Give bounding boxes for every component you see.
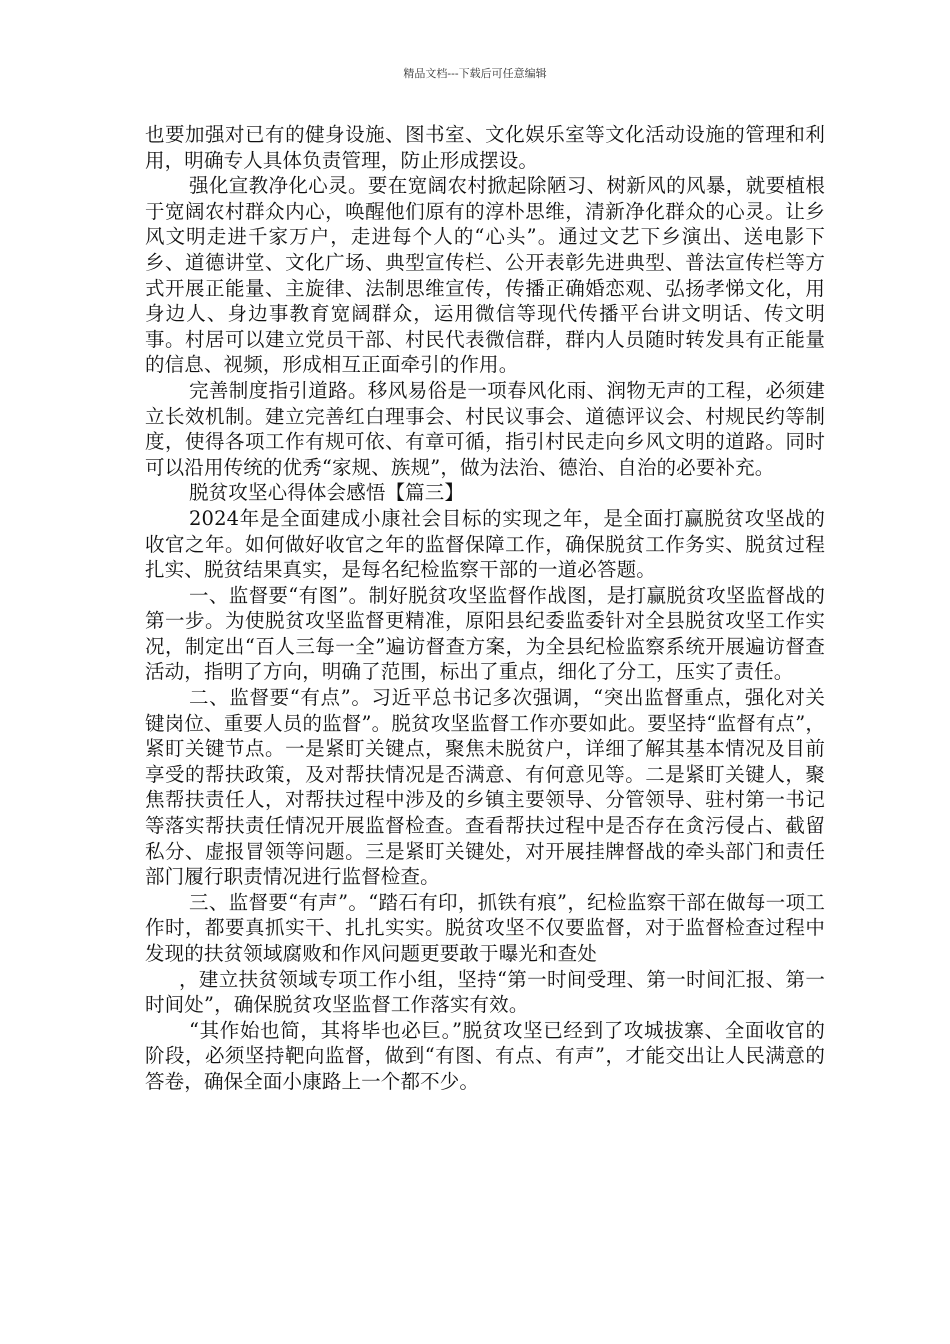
paragraph-point-two: 二、监督要“有点”。习近平总书记多次强调，“突出监督重点，强化对关键岗位、重要人员的监督”。脱贫攻坚监督工作亦要如此。要坚持“监督有点”，紧盯关键节点。一是紧盯关键点，聚焦未脱贫户，详细了解其基本情况及目前享受的帮扶政策，及对帮扶情况是否满意、有何意见等。二是紧盯关键人，聚焦帮扶责任人，对帮扶过程中涉及的乡镇主要领导、分管领导、驻村第一书记等落实帮扶责任情况开展监督检查。查看帮扶过程中是否存在贪污侵占、截留私分、虚报冒领等问题。三是紧盯关键处，对开展挂牌督战的牵头部门和责任部门履行职责情况进行监督检查。 [145, 686, 825, 889]
document-body [145, 122, 825, 1095]
paragraph-task-force: ，建立扶贫领域专项工作小组，坚持“第一时间受理、第一时间汇报、第一时间处”，确保脱贫攻坚监督工作落实有效。 [145, 967, 825, 1017]
paragraph-conclusion: “其作始也简，其将毕也必巨。”脱贫攻坚已经到了攻城拔寨、全面收官的阶段，必须坚持靶向监督，做到“有图、有点、有声”，才能交出让人民满意的答卷，确保全面小康路上一个都不少。 [145, 1018, 825, 1093]
paragraph-intro-2024: 2024年是全面建成小康社会目标的实现之年，是全面打赢脱贫攻坚战的收官之年。如何做好收官之年的监督保障工作，确保脱贫工作务实、脱贫过程扎实、脱贫结果真实，是每名纪检监察干部的一道必答题。 [145, 506, 825, 582]
paragraph-point-three: 三、监督要“有声”。“踏石有印，抓铁有痕”，纪检监察干部在做每一项工作时，都要真抓实干、扎扎实实。脱贫攻坚不仅要监督，对于监督检查过程中发现的扶贫领域腐败和作风问题更要敢于曝光和查处 [145, 890, 825, 965]
page-header: 精品文档---下载后可任意编辑 [403, 67, 547, 80]
paragraph-facilities: 也要加强对已有的健身设施、图书室、文化娱乐室等文化活动设施的管理和利用，明确专人具体负责管理，防止形成摆设。 [145, 123, 825, 172]
section-heading: 脱贫攻坚心得体会感悟【篇三】 [189, 481, 465, 505]
paragraph-system: 完善制度指引道路。移风易俗是一项春风化雨、润物无声的工程，必须建立长效机制。建立完善红白理事会、村民议事会、道德评议会、村规民约等制度，使得各项工作有规可依、有章可循，指引村民走向乡风文明的道路。同时可以沿用传统的优秀“家规、族规”，做为法治、德治、自治的必要补充。 [145, 378, 825, 479]
paragraph-point-one: 一、监督要“有图”。制好脱贫攻坚监督作战图，是打赢脱贫攻坚监督战的第一步。为使脱贫攻坚监督更精准，原阳县纪委监委针对全县脱贫攻坚工作实况，制定出“百人三每一全”遍访督查方案，为全县纪检监察系统开展遍访督查活动，指明了方向，明确了范围，标出了重点，细化了分工，压实了责任。 [145, 583, 825, 684]
paragraph-education: 强化宣教净化心灵。要在宽阔农村掀起除陋习、树新风的风暴，就要植根于宽阔农村群众内心，唤醒他们原有的淳朴思维，清新净化群众的心灵。让乡风文明走进千家万户，走进每个人的“心头”。通过文艺下乡演出、送电影下乡、道德讲堂、文化广场、典型宣传栏、公开表彰先进典型、普法宣传栏等方式开展正能量、主旋律、法制思维宣传，传播正确婚恋观、弘扬孝悌文化，用身边人、身边事教育宽阔群众，运用微信等现代传播平台讲文明话、传文明事。村居可以建立党员干部、村民代表微信群，群内人员随时转发具有正能量的信息、视频，形成相互正面牵引的作用。 [145, 174, 825, 377]
